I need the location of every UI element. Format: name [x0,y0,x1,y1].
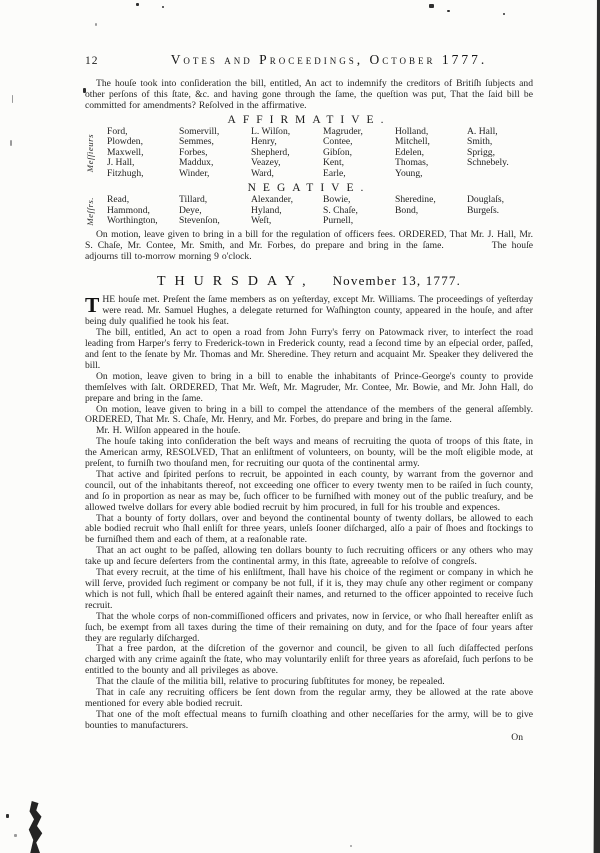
messrs-label: Meſſrs. [85,196,95,226]
member-name: Hyland, [251,204,282,216]
member-name: J. Hall, [107,157,135,169]
house-met-paragraph [85,295,533,328]
member-name: Douglaſs, [467,194,505,206]
drop-cap: T [85,293,100,318]
member-name: Fitzhugh, [107,167,144,179]
member-name: Maddux, [179,157,214,169]
affirmative-columns [107,127,533,180]
negative-label-cell [85,195,107,227]
member-name: Ford, [107,125,128,137]
member-name: Sheredine, [395,194,436,206]
member-name: Earle, [323,167,346,179]
member-name: Bond, [395,204,419,216]
paragraph-manufacturer-bounties: That one of the moſt effectual means to furniſh cloathing and other neceſſaries for the army, will be to give bounties to manufacturers. [85,708,533,731]
affirmative-list [85,127,533,180]
scan-speck [95,23,97,26]
running-header [85,52,533,68]
scan-speck [12,95,13,103]
member-name: S. Chaſe, [323,204,358,216]
paragraph-bounty-forty-dollars: That a bounty of forty dollars, over and beyond the continental bounty of twenty dollars, be allowed to each able bodied recruit who ſhall enliſt for three years, unleſs ſooner diſcharged, alſo a pair of ſhoes and ſtockings to be furniſhed them and each of them, at a reaſonable rate. [85,512,533,546]
page-number: 12 [85,55,99,67]
scan-speck [503,13,505,15]
member-name: Stevenſon, [179,215,220,227]
member-name: Burgeſs. [467,204,500,216]
scan-speck [136,3,139,6]
member-name: Somervill, [179,125,220,137]
paragraph-road-bill: The bill, entitled, An act to open a road from John Furry's ferry on Patowmack river, to interſect the road leading from Harper's ferry to Frederick-town in Frederick county, read a ſecond time by an eſpecial order, paſſed, and ſent to the ſenate by Mr. Thomas and Mr. Sheredine. They return and acquaint Mr. Speaker they delivered the bill. [85,327,533,371]
paragraph-recruiting-resolved: The houſe taking into conſideration the beſt ways and means of recruiting the quota of troops of this ſtate, in the American army, RESOLVED, That an enliſtment of volunteers, on bounty, will be the moſt eligible mode, at preſent, to furniſh two thouſand men, for recruiting our quota of the continental army. [85,436,533,470]
member-name: A. Hall, [467,125,498,137]
page-content [85,52,533,743]
negative-column-1 [107,195,179,227]
october-closing-paragraph: On motion, leave given to bring in a bill for the regulation of officers fees. ORDERED, That Mr. J. Hall, Mr. S. Chaſe, Mr. Contee, Mr. Smith, and Mr. Forbes, do prepare and bring in the ſame. The houſe adjourns till to-morrow morning 9 o'clock. [85,228,533,262]
affirmative-column-5 [395,127,467,180]
thursday-date: November 13, 1777. [332,273,462,289]
member-name: Bowie, [323,194,351,206]
affirmative-label-cell [85,127,107,180]
paragraph-deserters-bounty: That an act ought to be paſſed, allowing ten dollars bounty to ſuch recruiting officers or any others who may take up and ſecure deſerters from the continental army, in this ſtate, agreeable to reſolve of congreſs. [85,545,533,568]
paragraph-militia-clause: That the clauſe of the militia bill, relative to procuring ſubſtitutes for money, be repealed. [96,676,445,688]
affirmative-column-2 [179,127,251,180]
messieurs-label: Meſſieurs [85,133,95,173]
scan-speck [447,10,450,12]
member-name: Plowden, [107,136,143,148]
affirmative-column-3 [251,127,323,180]
member-name: Maxwell, [107,146,144,158]
thursday-heading [85,272,533,290]
negative-column-3 [251,195,323,227]
scan-speck [6,814,9,818]
negative-column-4 [323,195,395,227]
catchword: On [511,731,523,743]
paragraph-recruiting-officers: That active and ſpirited perſons to recruit, be appointed in each county, by warrant from the governor and council, out of the inhabitants thereof, not exceeding one officer to every twenty men to be raiſed in ſuch county, and ſo in proportion as near as may be, ſuch officer to be furniſhed with money out of the public treaſury, and be allowed twelve dollars for every able bodied recruit by him procured, in full for his trouble and expences. [85,468,533,513]
paragraph-regular-army-recruiters: That in caſe any recruiting officers be ſent down from the regular army, they be allowed at the rate above mentioned for every able bodied recruit. [85,687,533,709]
negative-columns [107,195,533,227]
negative-list [85,195,533,227]
member-name: Smith, [467,136,493,148]
member-name: Veazey, [251,157,281,169]
member-name: Winder, [179,167,210,179]
paragraph-tax-exemption: That the whole corps of non-commiſſioned officers and privates, now in ſervice, or who ſhall hereafter enliſt as ſuch, be exempt from all taxes during the time of their remaining on duty, and for the ſpace of four years after they are regularly diſcharged. [85,610,533,644]
affirmative-column-1 [107,127,179,180]
member-name: Semmes, [179,136,214,148]
scan-speck [162,6,164,8]
member-name: Read, [107,194,130,206]
member-name: Shepherd, [251,146,290,158]
member-name: Hammond, [107,204,150,216]
member-name: Thomas, [395,157,429,169]
member-name: Tillard, [179,194,208,206]
running-title: Votes and Proceedings, October 1777. [170,52,488,67]
member-name: Mitchell, [395,136,430,148]
scan-speck [10,140,12,146]
affirmative-column-6 [467,127,533,180]
scan-speck [350,845,352,847]
member-name: Weſt, [251,215,272,227]
member-name: Edelen, [395,146,425,158]
member-name: Sprigg, [467,146,495,158]
negative-column-2 [179,195,251,227]
member-name: Henry, [251,136,277,148]
scan-speck [14,834,17,837]
negative-heading: NEGATIVE. [247,182,371,195]
member-name: Kent, [323,157,345,169]
member-name: Alexander, [251,194,293,206]
scan-edge-right [592,0,600,853]
affirmative-heading: AFFIRMATIVE. [227,113,391,126]
member-name: Ward, [251,167,274,179]
paragraph-free-pardon: That a free pardon, at the diſcretion of the governor and council, be given to all ſuch diſaffected perſons charged with any crime againſt the ſtate, who may voluntarily enliſt for three years as aforeſaid, ſuch perſons to be entitled to the bounty and all privileges as above. [85,643,533,677]
member-name: Contee, [323,136,353,148]
paragraph-recruit-choice: That every recruit, at the time of his enliſtment, ſhall have his choice of the regiment or company in which he will ſerve, provided ſuch regiment or company be not full, if it is, they may chuſe any other regiment or company which is not full, which ſhall be entered againſt their names, and returned to the officer appointed to receive ſuch recruit. [85,567,533,611]
intro-paragraph: The houſe took into conſideration the bill, entitled, An act to indemnify the creditors of Britiſh ſubjects and other perſons of this ſtate, &c. and having gone through the ſame, the queſtion was put, That the ſaid bill be committed for amendments? Reſolved in the affirmative. [85,78,533,111]
member-name: L. Wilſon, [251,125,291,137]
member-name: Gibſon, [323,146,353,158]
member-name: Magruder, [323,125,363,137]
member-name: Young, [395,167,423,179]
negative-column-5 [395,195,467,227]
member-name: Purnell, [323,215,354,227]
member-name: Holland, [395,125,429,137]
member-name: Deye, [179,204,202,216]
scan-blotch-bottom-left [28,801,43,853]
negative-column-6 [467,195,533,227]
paragraph-attendance-bill: On motion, leave given to bring in a bill to compel the attendance of the members of the general aſſembly. ORDERED, That Mr. S. Chaſe, Mr. Henry, and Mr. Forbes, do prepare and bring in the ſame. [85,403,533,426]
paragraph-salt-bill: On motion, leave given to bring in a bill to enable the inhabitants of Prince-George's county to provide themſelves with ſalt. ORDERED, That Mr. Weſt, Mr. Magruder, Mr. Contee, Mr. Bowie, and Mr. John Hall, do prepare and bring in the ſame. [85,370,533,404]
affirmative-column-4 [323,127,395,180]
member-name: Worthington, [107,215,158,227]
thursday-day-word: THURSDAY, [156,274,315,290]
house-met-text: HE houſe met. Preſent the ſame members as on yeſterday, except Mr. Williams. The proceedings of yeſterday were read. Mr. Samuel Hughes, a delegate returned for Waſhington county, appeared in the houſe, and after being duly qualified he took his ſeat. [85,294,533,328]
paragraph-wilson-appeared: Mr. H. Wilſon appeared in the houſe. [96,425,241,437]
scan-speck [429,4,434,8]
member-name: Schnebely. [467,157,509,169]
member-name: Forbes, [179,146,208,158]
